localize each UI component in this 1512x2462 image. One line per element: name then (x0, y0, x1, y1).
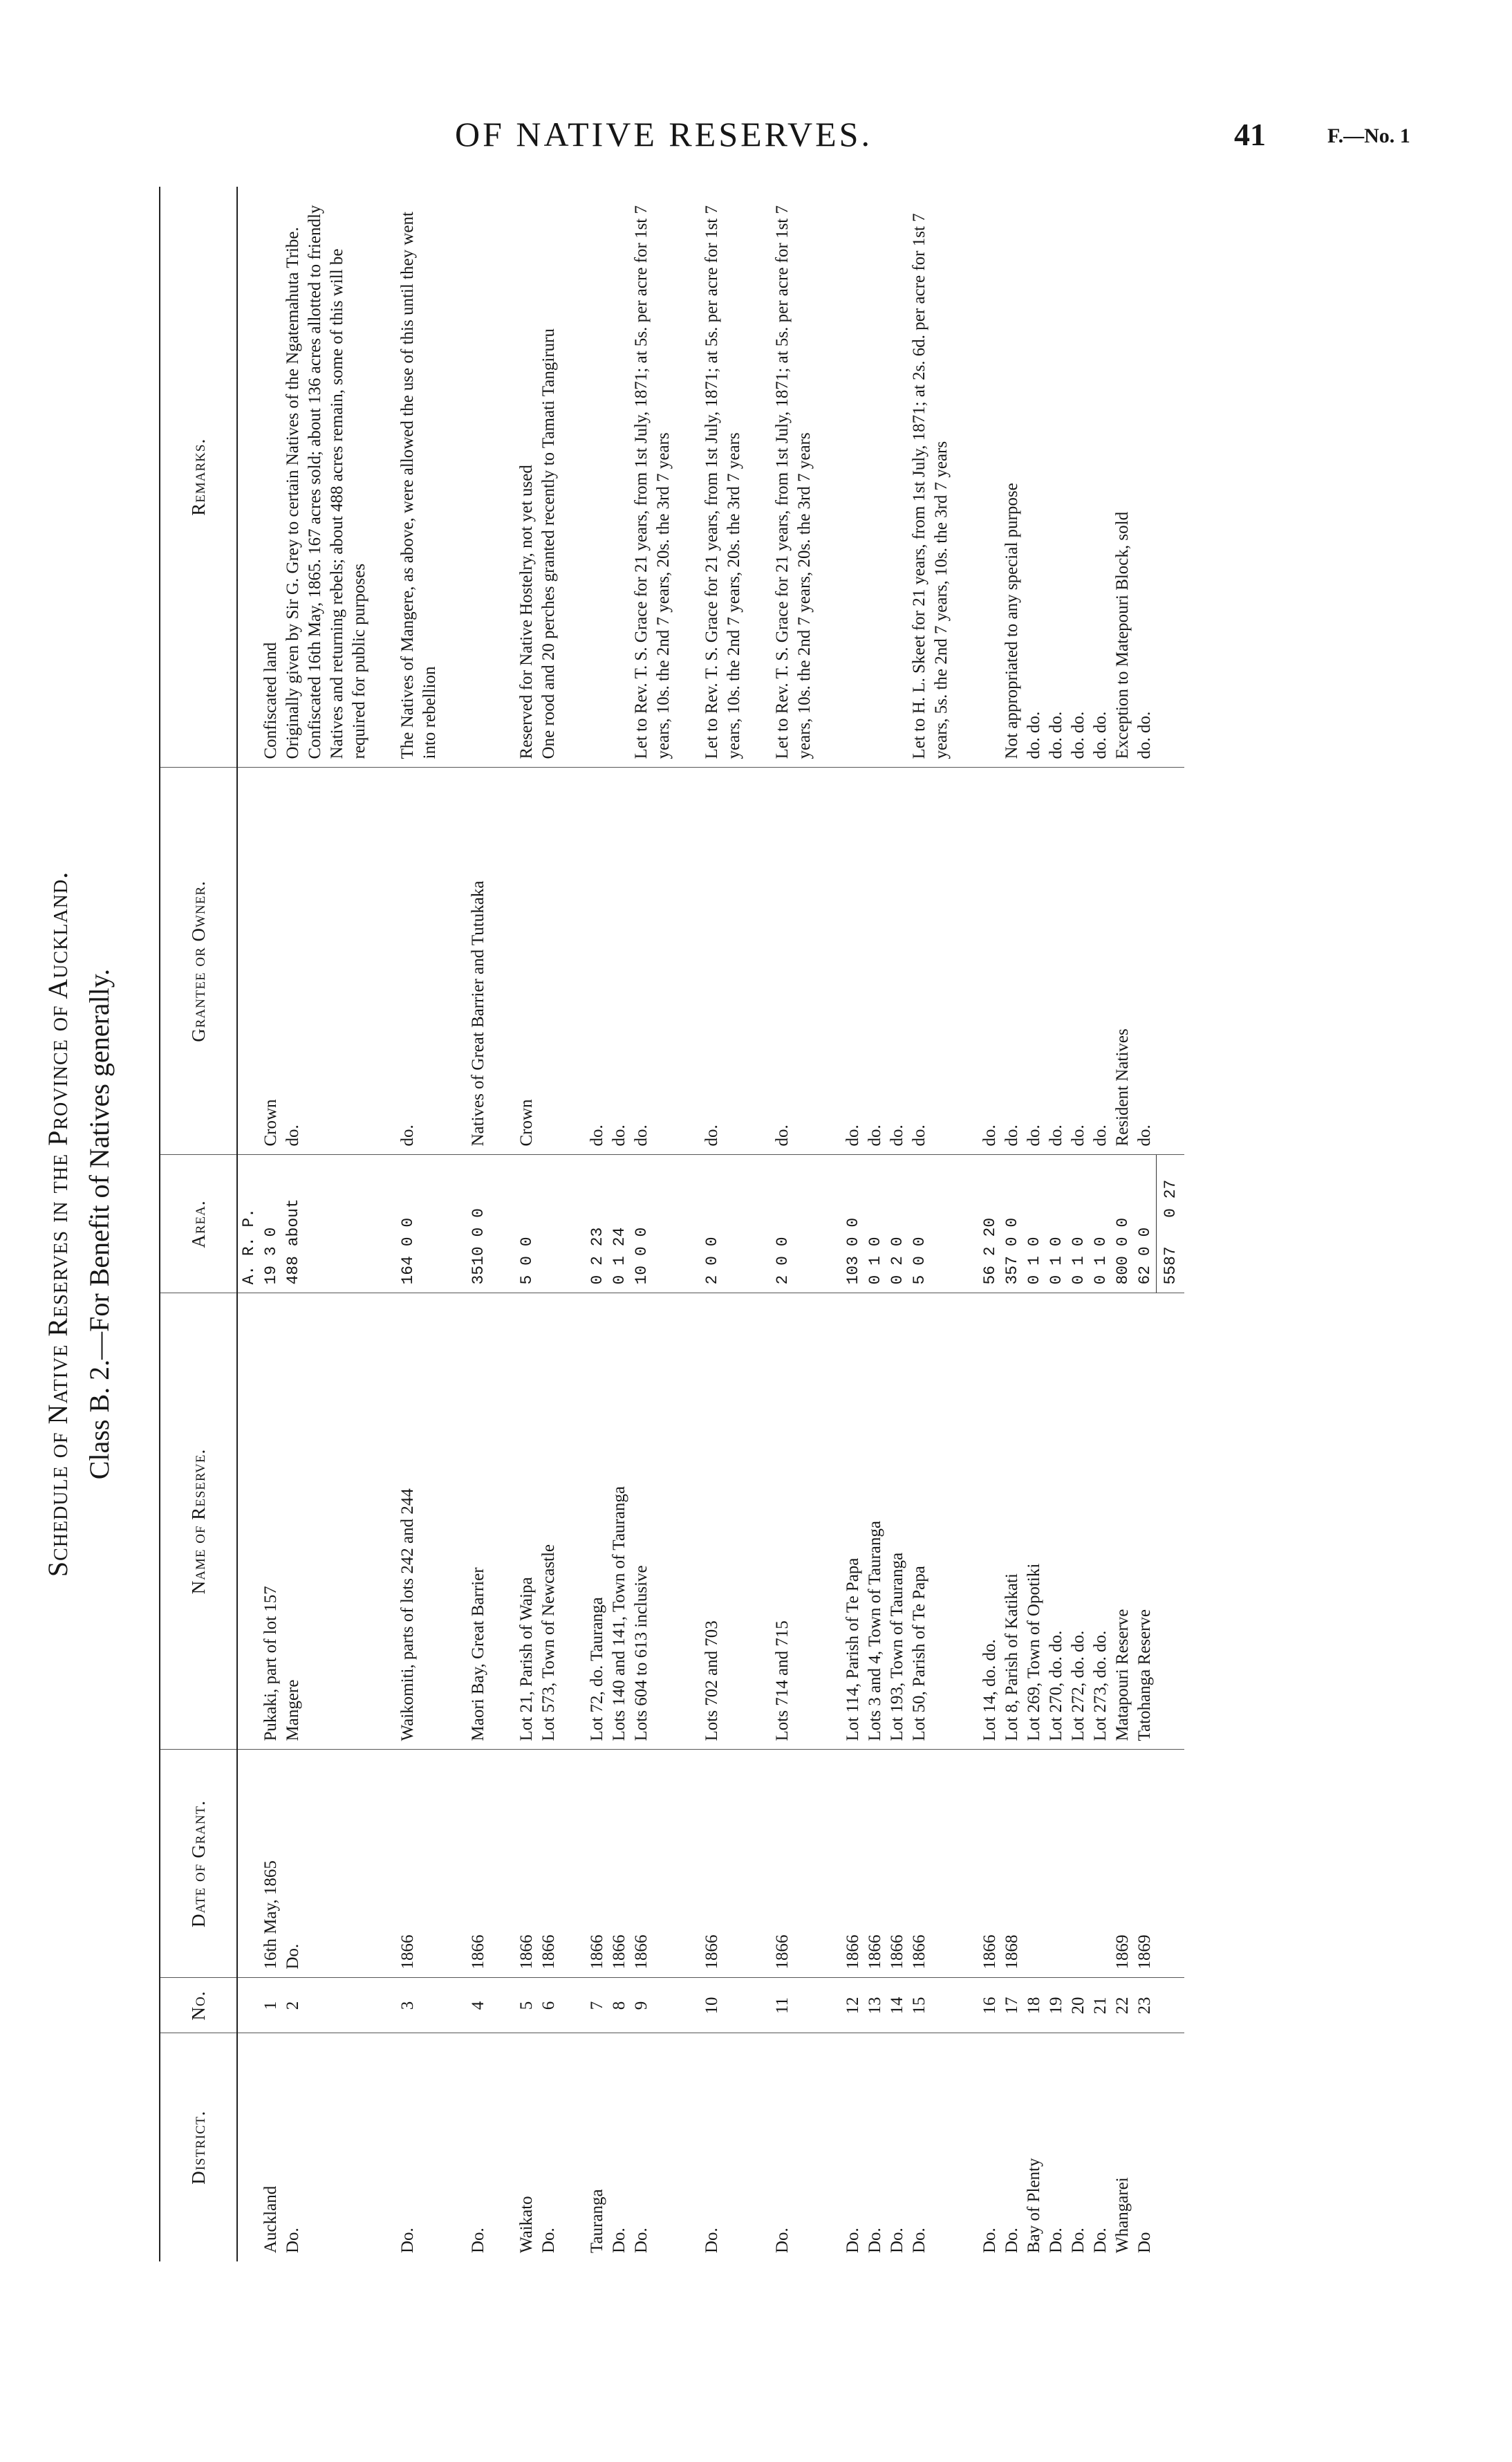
grantee-cell: Crown (260, 768, 282, 1155)
number-cell: 6 (538, 1978, 560, 2033)
remarks-cell (864, 187, 886, 768)
reserve-name-cell: Lot 573, Town of Newcastle (538, 1293, 560, 1750)
remarks-cell: Let to Rev. T. S. Grace for 21 years, from 1st July, 1871; at 5s. per acre for 1st 7 years, 10s. the 2nd 7 years, 20s. the 3rd 7 years (632, 205, 673, 759)
table-row (842, 187, 864, 2261)
area-cell: 5 0 0 (908, 1155, 953, 1293)
number-cell: 13 (864, 1978, 886, 2033)
remarks-cell (886, 187, 908, 768)
area-cell: 5 0 0 (516, 1155, 538, 1293)
number-cell: 20 (1067, 1978, 1090, 2033)
district-cell: Whangarei (1112, 2033, 1134, 2261)
grantee-cell: Natives of Great Barrier and Tutukaka (467, 768, 489, 1155)
row-spacer (560, 187, 586, 2261)
column-header-date: Date of Grant. (160, 1750, 237, 1978)
district-cell: Do. (1067, 2033, 1090, 2261)
grantee-cell: Resident Natives (1112, 768, 1134, 1155)
reserve-name-cell: Lot 269, Town of Opotiki (1023, 1293, 1045, 1750)
remarks-cell: Originally given by Sir G. Grey to certain Natives of the Ngatemahuta Tribe. Confiscated 16th May, 1865. 167 acres sold; about 136 acres allotted to friendly Natives and returning rebels; about 488 acres remain, some of this will be required for public purposes (283, 205, 368, 759)
district-cell: Do. (979, 2033, 1001, 2261)
remarks-cell: The Natives of Mangere, as above, were allowed the use of this until they went into rebellion (398, 212, 439, 759)
grantee-cell: Crown (516, 768, 538, 1155)
page-number: 41 (1234, 117, 1266, 152)
table-header-row (160, 187, 237, 2261)
reserve-name-cell: Lot 8, Parish of Katikati (1001, 1293, 1023, 1750)
table-row (1023, 187, 1045, 2261)
remarks-cell: Let to Rev. T. S. Grace for 21 years, from 1st July, 1871; at 5s. per acre for 1st 7 years, 10s. the 2nd 7 years, 20s. the 3rd 7 years (702, 205, 743, 759)
grantee-cell: do. (1067, 768, 1090, 1155)
table-row (538, 187, 560, 2261)
area-cell: 0 1 24 (608, 1155, 631, 1293)
number-cell: 11 (772, 1978, 816, 2033)
district-cell: Do. (631, 2033, 675, 2261)
reserve-name-cell: Lot 21, Parish of Waipa (516, 1293, 538, 1750)
remarks-cell: Not appropriated to any special purpose (1002, 483, 1021, 759)
area-cell: 19 3 0 (260, 1155, 282, 1293)
district-cell: Do (1134, 2033, 1157, 2261)
table-row (1045, 187, 1067, 2261)
reserve-name-cell: Waikomiti, parts of lots 242 and 244 (397, 1293, 441, 1750)
row-spacer (816, 187, 842, 2261)
grantee-cell: do. (1090, 768, 1112, 1155)
rotated-schedule (41, 187, 1507, 2261)
number-cell: 9 (631, 1978, 675, 2033)
row-spacer (675, 187, 701, 2261)
table-row (516, 187, 538, 2261)
row-spacer (371, 187, 397, 2261)
date-cell: 1866 (586, 1750, 608, 1978)
remarks-cell: do. do. (1091, 711, 1110, 759)
remarks-cell: Reserved for Native Hostelry, not yet used (517, 465, 536, 759)
area-cell: 56 2 20 (979, 1155, 1001, 1293)
area-cell: 0 2 0 (886, 1155, 908, 1293)
date-cell: 1866 (467, 1750, 489, 1978)
number-cell: 3 (397, 1978, 441, 2033)
row-spacer (441, 187, 467, 2261)
number-cell: 21 (1090, 1978, 1112, 2033)
number-cell: 4 (467, 1978, 489, 2033)
remarks-cell: Confiscated land (261, 642, 280, 759)
grantee-cell: do. (586, 768, 608, 1155)
grantee-cell: do. (1023, 768, 1045, 1155)
area-cell: 62 0 0 (1134, 1155, 1157, 1293)
grantee-cell: do. (1001, 768, 1023, 1155)
grantee-cell: do. (886, 768, 908, 1155)
date-cell: 1869 (1112, 1750, 1134, 1978)
grantee-cell: do. (979, 768, 1001, 1155)
remarks-cell: do. do. (1025, 711, 1043, 759)
date-cell: 1866 (538, 1750, 560, 1978)
table-row (886, 187, 908, 2261)
schedule-subtitle: Class B. 2.—For Benefit of Natives generally. (84, 968, 115, 1480)
remarks-cell (608, 187, 631, 768)
reserve-name-cell: Maori Bay, Great Barrier (467, 1293, 489, 1750)
number-cell: 14 (886, 1978, 908, 2033)
district-cell: Do. (886, 2033, 908, 2261)
number-cell: 12 (842, 1978, 864, 2033)
remarks-cell: One rood and 20 perches granted recently to Tamati Tangiruru (539, 328, 558, 759)
table-row (586, 187, 608, 2261)
table-row (260, 187, 282, 2261)
area-cell: 0 1 0 (864, 1155, 886, 1293)
schedule-title: Schedule of Native Reserves in the Province of Auckland. (42, 871, 73, 1577)
date-cell: 1866 (979, 1750, 1001, 1978)
district-cell: Waikato (516, 2033, 538, 2261)
number-cell: 18 (1023, 1978, 1045, 2033)
district-cell: Do. (864, 2033, 886, 2261)
date-cell: 1866 (701, 1750, 745, 1978)
grantee-cell: do. (282, 768, 371, 1155)
row-spacer (745, 187, 772, 2261)
area-cell: 2 0 0 (701, 1155, 745, 1293)
remarks-cell (979, 187, 1001, 768)
reserve-name-cell: Lot 14, do. do. (979, 1293, 1001, 1750)
number-cell: 5 (516, 1978, 538, 2033)
area-units-row (237, 187, 260, 2261)
column-header-grantee: Grantee or Owner. (160, 768, 237, 1155)
date-cell: 1866 (516, 1750, 538, 1978)
area-units: A. R. P. (237, 1155, 260, 1293)
running-head-title: OF NATIVE RESERVES. (455, 115, 872, 154)
area-cell: 2 0 0 (772, 1155, 816, 1293)
district-cell: Bay of Plenty (1023, 2033, 1045, 2261)
table-row (979, 187, 1001, 2261)
table-row (608, 187, 631, 2261)
area-cell: 0 1 0 (1023, 1155, 1045, 1293)
total-row (1157, 187, 1185, 2261)
date-cell: 1866 (608, 1750, 631, 1978)
number-cell: 2 (282, 1978, 371, 2033)
number-cell: 22 (1112, 1978, 1134, 2033)
number-cell: 23 (1134, 1978, 1157, 2033)
district-cell: Tauranga (586, 2033, 608, 2261)
remarks-cell: Let to Rev. T. S. Grace for 21 years, from 1st July, 1871; at 5s. per acre for 1st 7 years, 10s. the 2nd 7 years, 20s. the 3rd 7 years (773, 205, 814, 759)
grantee-cell: do. (397, 768, 441, 1155)
district-cell: Do. (772, 2033, 816, 2261)
table-row (1001, 187, 1023, 2261)
remarks-cell (842, 187, 864, 768)
district-cell: Do. (842, 2033, 864, 2261)
date-cell: 1866 (886, 1750, 908, 1978)
grantee-cell: do. (908, 768, 953, 1155)
table-row (908, 187, 953, 2261)
remarks-cell: Let to H. L. Skeet for 21 years, from 1st July, 1871; at 2s. 6d. per acre for 1st 7 years, 5s. the 2nd 7 years, 10s. the 3rd 7 years (910, 213, 951, 759)
reserve-name-cell: Tatohanga Reserve (1134, 1293, 1157, 1750)
reserve-name-cell: Lot 72, do. Tauranga (586, 1293, 608, 1750)
number-cell: 10 (701, 1978, 745, 2033)
area-cell: 0 1 0 (1090, 1155, 1112, 1293)
district-cell: Auckland (260, 2033, 282, 2261)
row-spacer (489, 187, 516, 2261)
reserves-table (159, 187, 1184, 2261)
number-cell: 19 (1045, 1978, 1067, 2033)
remarks-cell (467, 187, 489, 768)
row-spacer (953, 187, 979, 2261)
reserve-name-cell: Lots 702 and 703 (701, 1293, 745, 1750)
document-reference: F.—No. 1 (1327, 124, 1410, 147)
number-cell: 8 (608, 1978, 631, 2033)
district-cell: Do. (467, 2033, 489, 2261)
district-cell: Do. (701, 2033, 745, 2261)
column-header-area: Area. (160, 1155, 237, 1293)
remarks-cell: do. do. (1135, 711, 1154, 759)
number-cell: 15 (908, 1978, 953, 2033)
date-cell: 1866 (772, 1750, 816, 1978)
date-cell: 1866 (908, 1750, 953, 1978)
area-cell: 0 1 0 (1045, 1155, 1067, 1293)
remarks-cell (586, 187, 608, 768)
area-cell: 3510 0 0 (467, 1155, 489, 1293)
date-cell: 1869 (1134, 1750, 1157, 1978)
table-row (1134, 187, 1157, 2261)
number-cell: 1 (260, 1978, 282, 2033)
table-row (397, 187, 441, 2261)
date-cell: 1866 (842, 1750, 864, 1978)
reserve-name-cell: Lots 3 and 4, Town of Tauranga (864, 1293, 886, 1750)
grantee-cell: do. (1134, 768, 1157, 1155)
reserve-name-cell: Lot 114, Parish of Te Papa (842, 1293, 864, 1750)
district-cell: Do. (1001, 2033, 1023, 2261)
table-row (864, 187, 886, 2261)
table-row (1067, 187, 1090, 2261)
reserve-name-cell: Lots 140 and 141, Town of Tauranga (608, 1293, 631, 1750)
grantee-cell: do. (772, 768, 816, 1155)
reserve-name-cell: Pukaki, part of lot 157 (260, 1293, 282, 1750)
reserve-name-cell: Matapouri Reserve (1112, 1293, 1134, 1750)
date-cell: 1868 (1001, 1750, 1023, 1978)
grantee-cell (538, 768, 560, 1155)
district-cell: Do. (397, 2033, 441, 2261)
column-header-name: Name of Reserve. (160, 1293, 237, 1750)
area-cell (538, 1155, 560, 1293)
grantee-cell: do. (1045, 768, 1067, 1155)
date-cell: 1866 (397, 1750, 441, 1978)
reserve-name-cell: Lot 193, Town of Tauranga (886, 1293, 908, 1750)
column-header-remarks: Remarks. (160, 187, 237, 768)
district-cell: Do. (282, 2033, 371, 2261)
remarks-cell: do. do. (1069, 711, 1088, 759)
date-cell: Do. (282, 1750, 371, 1978)
grantee-cell: do. (864, 768, 886, 1155)
district-cell: Do. (1090, 2033, 1112, 2261)
area-cell: 0 2 23 (586, 1155, 608, 1293)
date-cell: 1866 (631, 1750, 675, 1978)
table-row (772, 187, 816, 2261)
grantee-cell: do. (842, 768, 864, 1155)
area-cell: 800 0 0 (1112, 1155, 1134, 1293)
reserve-name-cell: Lot 270, do. do. (1045, 1293, 1067, 1750)
table-row (467, 187, 489, 2261)
table-row (1090, 187, 1112, 2261)
total-area: 5587 0 27 (1157, 1155, 1185, 1293)
reserve-name-cell: Mangere (282, 1293, 371, 1750)
reserve-name-cell: Lot 272, do. do. (1067, 1293, 1090, 1750)
date-cell (1045, 1750, 1067, 1978)
grantee-cell: do. (608, 768, 631, 1155)
date-cell (1023, 1750, 1045, 1978)
table-row (1112, 187, 1134, 2261)
district-cell: Do. (1045, 2033, 1067, 2261)
number-cell: 7 (586, 1978, 608, 2033)
date-cell: 16th May, 1865 (260, 1750, 282, 1978)
table-row (701, 187, 745, 2261)
reserve-name-cell: Lot 50, Parish of Te Papa (908, 1293, 953, 1750)
table-row (282, 187, 371, 2261)
grantee-cell: do. (701, 768, 745, 1155)
column-header-district: District. (160, 2033, 237, 2261)
remarks-cell: Exception to Matepouri Block, sold (1113, 511, 1132, 759)
district-cell: Do. (608, 2033, 631, 2261)
reserve-name-cell: Lots 714 and 715 (772, 1293, 816, 1750)
number-cell: 16 (979, 1978, 1001, 2033)
table-row (631, 187, 675, 2261)
reserve-name-cell: Lot 273, do. do. (1090, 1293, 1112, 1750)
area-cell: 103 0 0 (842, 1155, 864, 1293)
area-cell: 488 about (282, 1155, 371, 1293)
date-cell (1067, 1750, 1090, 1978)
area-cell: 10 0 0 (631, 1155, 675, 1293)
column-header-no: No. (160, 1978, 237, 2033)
number-cell: 17 (1001, 1978, 1023, 2033)
date-cell: 1866 (864, 1750, 886, 1978)
reserve-name-cell: Lots 604 to 613 inclusive (631, 1293, 675, 1750)
remarks-cell: do. do. (1047, 711, 1065, 759)
grantee-cell: do. (631, 768, 675, 1155)
area-cell: 357 0 0 (1001, 1155, 1023, 1293)
area-cell: 0 1 0 (1067, 1155, 1090, 1293)
area-cell: 164 0 0 (397, 1155, 441, 1293)
district-cell: Do. (908, 2033, 953, 2261)
district-cell: Do. (538, 2033, 560, 2261)
date-cell (1090, 1750, 1112, 1978)
